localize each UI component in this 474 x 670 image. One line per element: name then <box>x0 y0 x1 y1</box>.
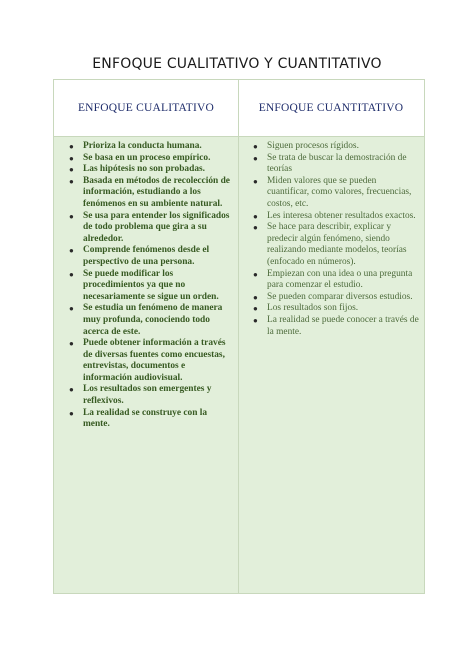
list-item: ● Se basa en un proceso empírico. <box>69 152 211 163</box>
list-item: ● Las hipótesis no son probadas. <box>69 164 206 175</box>
qualitative-list <box>66 141 234 431</box>
bullet-icon: ● <box>253 142 258 151</box>
bullet-icon: ● <box>253 176 258 186</box>
list-item: ● Se estudia un fenómeno de manera muy profunda, conociendo todo acerca de este. <box>69 303 223 337</box>
bullet-icon: ● <box>253 315 258 325</box>
bullet-icon: ● <box>253 269 258 279</box>
bullet-icon: ● <box>69 142 74 151</box>
bullet-icon: ● <box>69 385 74 395</box>
list-item: ● Miden valores que se pueden cuantificar, como valores, frecuencias, costos, etc. <box>253 175 412 209</box>
bullet-icon: ● <box>69 176 74 186</box>
list-item: ● Los resultados son emergentes y reflexivos. <box>69 384 212 407</box>
list-item: ● Se pueden comparar diversos estudios. <box>253 291 413 302</box>
bullet-icon: ● <box>69 165 74 175</box>
column-divider <box>238 80 239 593</box>
header-quantitative: ENFOQUE CUANTITATIVO <box>258 102 404 114</box>
comparison-table <box>53 79 425 594</box>
bullet-icon: ● <box>253 211 258 221</box>
bullet-icon: ● <box>69 269 74 279</box>
bullet-icon: ● <box>69 246 74 256</box>
list-item: ● Se puede modificar los procedimientos ya que no necesariamente se sigue un orden. <box>69 268 219 302</box>
table-body-row <box>54 137 424 593</box>
quantitative-list <box>250 141 420 338</box>
bullet-icon: ● <box>69 211 74 221</box>
bullet-icon: ● <box>69 408 74 418</box>
document-title: ENFOQUE CUALITATIVO Y CUANTITATIVO <box>92 56 382 72</box>
list-item: ● Les interesa obtener resultados exactos. <box>253 210 416 221</box>
bullet-icon: ● <box>69 304 74 314</box>
bullet-icon: ● <box>253 153 258 163</box>
list-item: ● Los resultados son fijos. <box>253 303 359 314</box>
list-item: ● Se usa para entender los significados de todo problema que gira a su alrededor. <box>69 210 230 244</box>
list-item: ● Comprende fenómenos desde el perspectivo de una persona. <box>69 245 210 267</box>
list-item: ● Puede obtener información a través de diversas fuentes como encuestas, entrevistas, documentos e información audiovisual. <box>69 338 226 383</box>
bullet-icon: ● <box>253 304 258 314</box>
bullet-icon: ● <box>69 153 74 163</box>
bullet-icon: ● <box>69 339 74 349</box>
list-item: ● Prioriza la conducta humana. <box>69 141 202 151</box>
table-header-row <box>54 80 424 137</box>
list-item: ● Basada en métodos de recolección de información, estudiando a los fenómenos en su ambiente natural. <box>69 175 230 209</box>
bullet-icon: ● <box>253 223 258 233</box>
list-item: ● Se hace para describir, explicar y predecir algún fenómeno, siendo realizando mediante modelos, teorías (enfocado en números). <box>253 222 407 267</box>
header-qualitative: ENFOQUE CUALITATIVO <box>77 102 215 114</box>
bullet-icon: ● <box>253 292 258 302</box>
list-item: ● Se trata de buscar la demostración de teorías <box>253 152 407 175</box>
list-item: ● Empiezan con una idea o una pregunta para comenzar el estudio. <box>253 268 413 291</box>
list-item: ● La realidad se construye con la mente. <box>69 407 208 430</box>
list-item: ● Siguen procesos rígidos. <box>253 141 359 151</box>
list-item: ● La realidad se puede conocer a través de la mente. <box>253 314 419 337</box>
